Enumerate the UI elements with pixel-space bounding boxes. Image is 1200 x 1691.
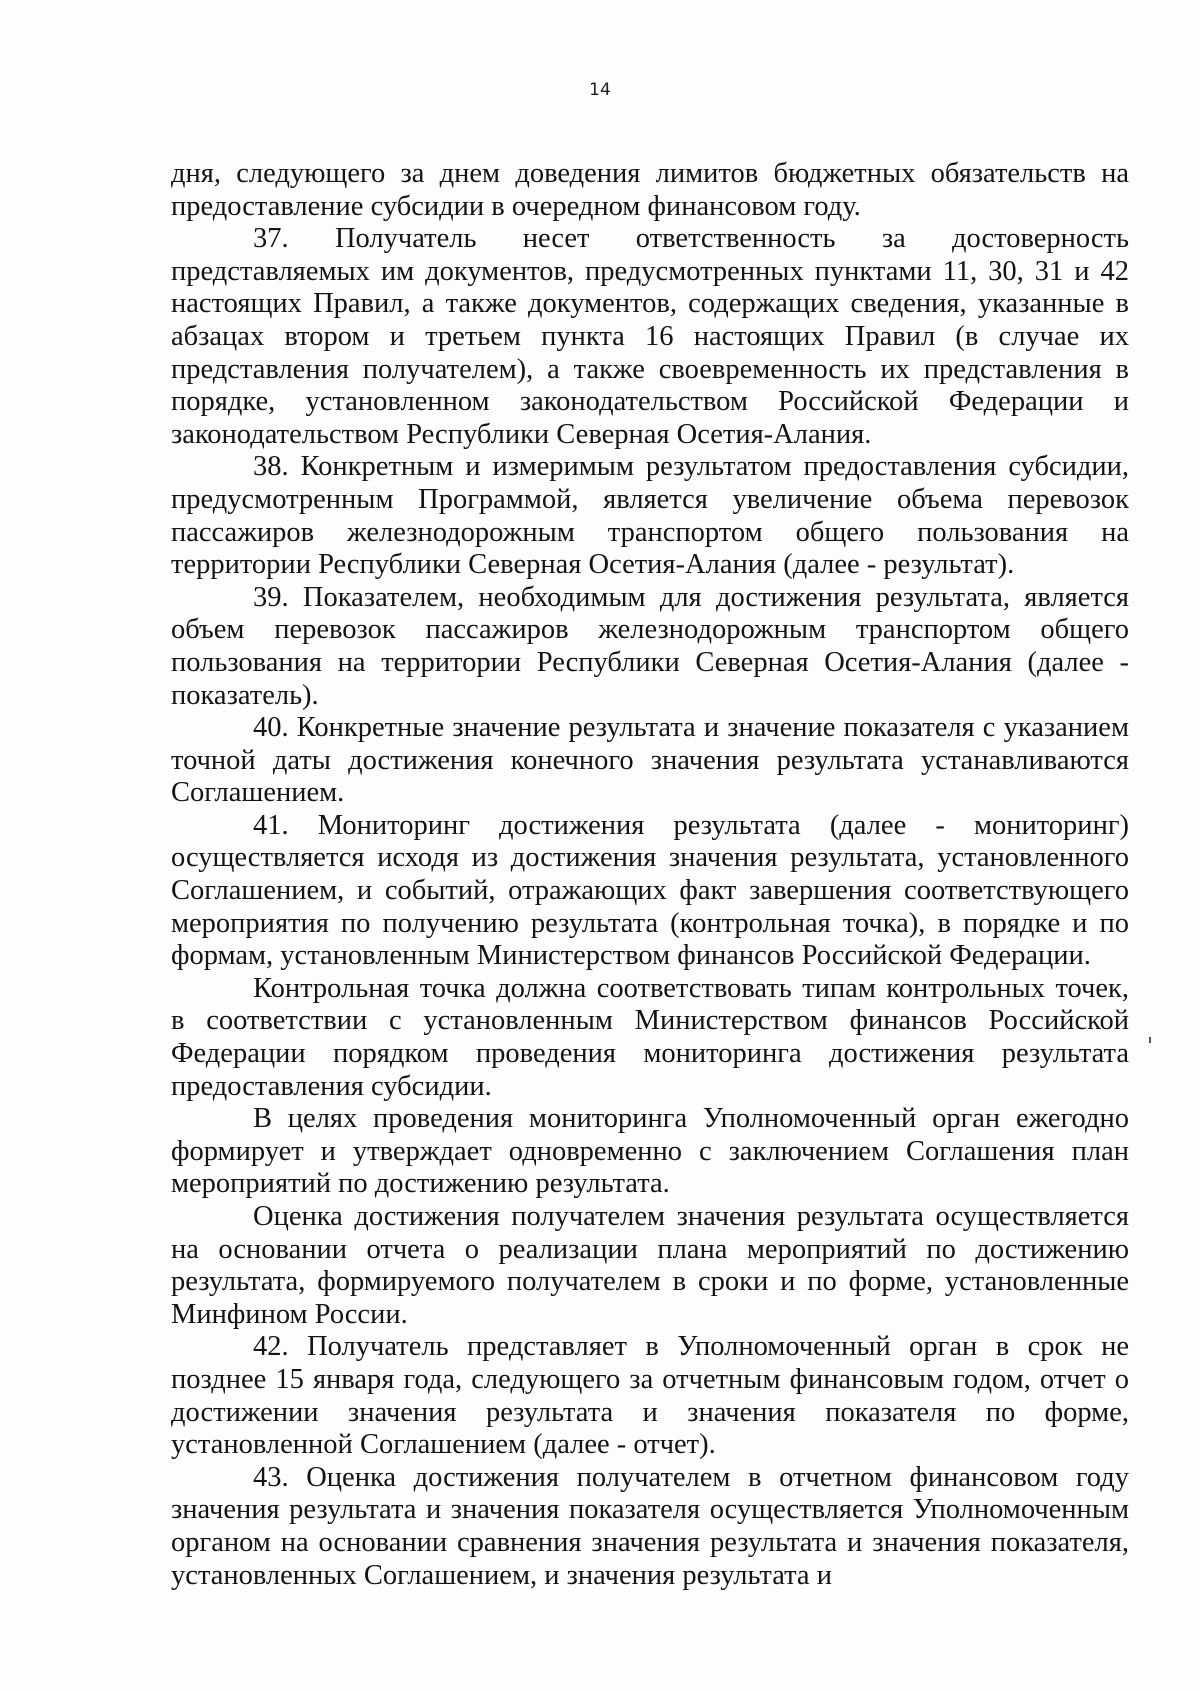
paragraph-evaluation: Оценка достижения получателем значения результата осуществляется на основании отчета о реализации плана мероприятий по достижению результата, формируемого получателем в сроки и по форме, установленные Минфином России.: [171, 1201, 1129, 1330]
paragraph-item-40: 40. Конкретные значение результата и значение показателя с указанием точной даты достижения конечного значения результата устанавливаются Соглашением.: [171, 712, 1129, 809]
paragraph-control-point: Контрольная точка должна соответствовать типам контрольных точек, в соответствии с установленным Министерством финансов Российской Федерации порядком проведения мониторинга достижения результата предоставления субсидии.: [171, 972, 1129, 1102]
scan-speck: [1149, 1037, 1151, 1043]
paragraph-monitoring-plan: В целях проведения мониторинга Уполномоченный орган ежегодно формирует и утверждает одновременно с заключением Соглашения план мероприятий по достижению результата.: [171, 1103, 1129, 1200]
paragraph-continuation: дня, следующего за днем доведения лимитов бюджетных обязательств на предоставление субсидии в очередном финансовом году.: [171, 158, 1129, 222]
paragraph-item-38: 38. Конкретным и измеримым результатом предоставления субсидии, предусмотренным Программой, является увеличение объема перевозок пассажиров железнодорожным транспортом общего пользования на территории Республики Северная Осетия-Алания (далее - результат).: [171, 451, 1129, 581]
paragraph-item-41: 41. Мониторинг достижения результата (далее - мониторинг) осуществляется исходя из достижения значения результата, установленного Соглашением, и событий, отражающих факт завершения соответствующего мероприятия по получению результата (контрольная точка), в порядке и по формам, установленным Министерством финансов Российской Федерации.: [171, 809, 1129, 972]
document-body: [171, 158, 1129, 1592]
paragraph-item-39: 39. Показателем, необходимым для достижения результата, является объем перевозок пассажиров железнодорожным транспортом общего пользования на территории Республики Северная Осетия-Алания (далее - показатель).: [171, 581, 1129, 711]
paragraph-item-43: 43. Оценка достижения получателем в отчетном финансовом году значения результата и значения показателя осуществляется Уполномоченным органом на основании сравнения значения результата и значения показателя, установленных Соглашением, и значения результата и: [171, 1461, 1129, 1591]
paragraph-item-42: 42. Получатель представляет в Уполномоченный орган в срок не позднее 15 января года, следующего за отчетным финансовым годом, отчет о достижении значения результата и значения показателя по форме, установленной Соглашением (далее - отчет).: [171, 1331, 1129, 1461]
paragraph-item-37: 37. Получатель несет ответственность за достоверность представляемых им документов, предусмотренных пунктами 11, 30, 31 и 42 настоящих Правил, а также документов, содержащих сведения, указанные в абзацах втором и третьем пункта 16 настоящих Правил (в случае их представления получателем), а также своевременность их представления в порядке, установленном законодательством Российской Федерации и законодательством Республики Северная Осетия-Алания.: [171, 223, 1129, 450]
page-number: 14: [589, 80, 611, 100]
